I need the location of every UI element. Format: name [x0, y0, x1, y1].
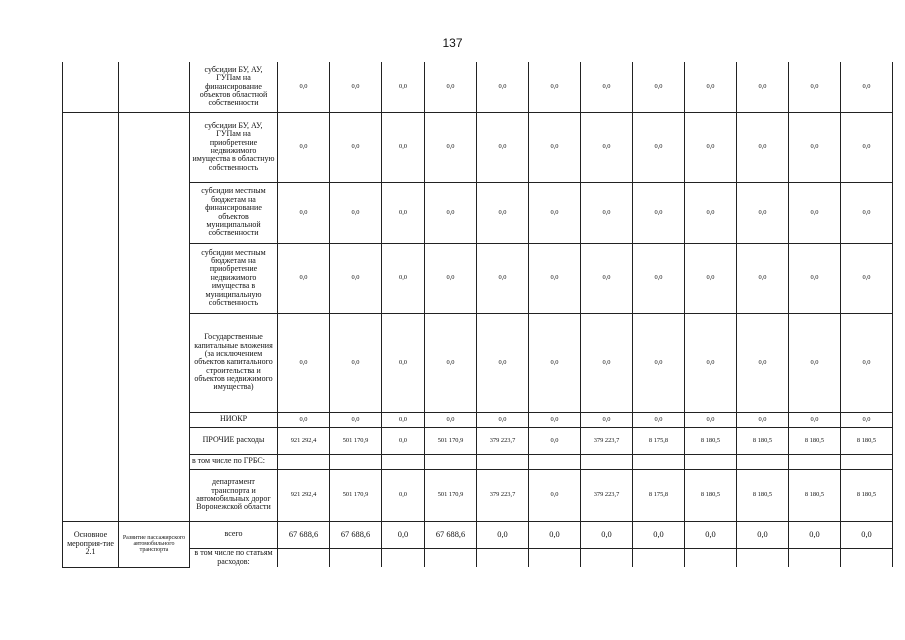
empty-cell	[63, 469, 119, 521]
value-cell	[789, 454, 841, 469]
value-cell: 379 223,7	[477, 427, 529, 454]
table-row	[63, 243, 893, 313]
value-cell	[330, 454, 382, 469]
value-cell: 0,0	[425, 182, 477, 243]
value-cell: 0,0	[789, 243, 841, 313]
value-cell: 921 292,4	[278, 469, 330, 521]
value-cell	[425, 454, 477, 469]
activity-total-value: 0,0	[685, 521, 737, 548]
value-cell: 0,0	[529, 412, 581, 427]
value-cell: 0,0	[529, 182, 581, 243]
value-cell	[477, 454, 529, 469]
activity-total-value: 0,0	[529, 521, 581, 548]
value-cell: 0,0	[737, 243, 789, 313]
empty-cell	[841, 548, 893, 567]
page-number: 137	[442, 36, 463, 50]
value-cell	[529, 454, 581, 469]
value-cell: 8 180,5	[737, 427, 789, 454]
table-row	[63, 62, 893, 112]
value-cell	[633, 454, 685, 469]
value-cell: 501 170,9	[425, 469, 477, 521]
value-cell: 0,0	[477, 182, 529, 243]
value-cell: 8 175,8	[633, 427, 685, 454]
value-cell: 501 170,9	[330, 427, 382, 454]
value-cell: 0,0	[633, 412, 685, 427]
empty-cell	[63, 243, 119, 313]
value-cell: 0,0	[841, 182, 893, 243]
empty-cell	[633, 548, 685, 567]
value-cell: 379 223,7	[581, 427, 633, 454]
value-cell: 0,0	[789, 112, 841, 182]
value-cell: 0,0	[529, 62, 581, 112]
value-cell: 0,0	[633, 112, 685, 182]
value-cell: 0,0	[581, 313, 633, 412]
empty-cell	[119, 313, 190, 412]
value-cell: 8 180,5	[789, 469, 841, 521]
value-cell: 0,0	[841, 243, 893, 313]
value-cell: 0,0	[685, 182, 737, 243]
value-cell: 501 170,9	[330, 469, 382, 521]
empty-cell	[529, 548, 581, 567]
activity-total-value: 67 688,6	[425, 521, 477, 548]
value-cell: 921 292,4	[278, 427, 330, 454]
table-row	[63, 313, 893, 412]
activity-total-value: 67 688,6	[330, 521, 382, 548]
value-cell: 0,0	[382, 412, 425, 427]
value-cell: 8 175,8	[633, 469, 685, 521]
empty-cell	[63, 454, 119, 469]
value-cell: 0,0	[382, 469, 425, 521]
value-cell: 8 180,5	[685, 469, 737, 521]
value-cell: 0,0	[425, 412, 477, 427]
empty-cell	[737, 548, 789, 567]
table-row	[63, 412, 893, 427]
row-label: субсидии местным бюджетам на финансирование объектов муниципальной собственности	[190, 182, 278, 243]
value-cell: 0,0	[581, 62, 633, 112]
value-cell: 0,0	[382, 182, 425, 243]
value-cell: 0,0	[382, 313, 425, 412]
empty-cell	[581, 548, 633, 567]
value-cell: 379 223,7	[477, 469, 529, 521]
value-cell: 0,0	[382, 427, 425, 454]
value-cell: 0,0	[685, 243, 737, 313]
activity-total-value: 0,0	[581, 521, 633, 548]
row-label: в том числе по ГРБС:	[190, 454, 278, 469]
value-cell: 0,0	[737, 182, 789, 243]
value-cell: 379 223,7	[581, 469, 633, 521]
value-cell	[278, 454, 330, 469]
activity-total-value: 0,0	[382, 521, 425, 548]
value-cell: 0,0	[633, 62, 685, 112]
activity-total-value: 0,0	[737, 521, 789, 548]
value-cell: 0,0	[789, 182, 841, 243]
value-cell: 0,0	[278, 412, 330, 427]
value-cell: 0,0	[278, 313, 330, 412]
value-cell: 0,0	[278, 62, 330, 112]
table-row	[63, 182, 893, 243]
value-cell: 0,0	[685, 313, 737, 412]
empty-cell	[278, 548, 330, 567]
empty-cell	[63, 62, 119, 112]
empty-cell	[119, 182, 190, 243]
empty-cell	[119, 62, 190, 112]
value-cell: 0,0	[737, 112, 789, 182]
value-cell	[581, 454, 633, 469]
empty-cell	[425, 548, 477, 567]
value-cell: 0,0	[330, 243, 382, 313]
activity-total-value: 0,0	[477, 521, 529, 548]
table-row	[63, 112, 893, 182]
value-cell: 0,0	[330, 62, 382, 112]
value-cell: 0,0	[330, 182, 382, 243]
value-cell	[685, 454, 737, 469]
activity-total-value: 0,0	[633, 521, 685, 548]
empty-cell	[63, 313, 119, 412]
value-cell: 0,0	[633, 182, 685, 243]
value-cell: 0,0	[278, 182, 330, 243]
value-cell: 0,0	[685, 112, 737, 182]
empty-cell	[119, 427, 190, 454]
empty-cell	[119, 412, 190, 427]
value-cell: 0,0	[789, 313, 841, 412]
empty-cell	[63, 112, 119, 182]
empty-cell	[119, 243, 190, 313]
row-label: субсидии местным бюджетам на приобретение недвижимого имущества в муниципальную собственность	[190, 243, 278, 313]
value-cell: 0,0	[581, 412, 633, 427]
value-cell: 0,0	[581, 243, 633, 313]
value-cell: 8 180,5	[841, 469, 893, 521]
value-cell: 0,0	[330, 112, 382, 182]
value-cell: 0,0	[841, 112, 893, 182]
value-cell: 0,0	[382, 112, 425, 182]
value-cell: 0,0	[633, 313, 685, 412]
activity-total-label: всего	[190, 521, 278, 548]
row-label: департамент транспорта и автомобильных дорог Воронежской области	[190, 469, 278, 521]
empty-cell	[685, 548, 737, 567]
value-cell: 8 180,5	[789, 427, 841, 454]
value-cell: 0,0	[737, 62, 789, 112]
row-label: ПРОЧИЕ расходы	[190, 427, 278, 454]
value-cell: 0,0	[278, 243, 330, 313]
value-cell: 8 180,5	[737, 469, 789, 521]
empty-cell	[119, 469, 190, 521]
value-cell	[841, 454, 893, 469]
value-cell: 0,0	[477, 112, 529, 182]
value-cell	[737, 454, 789, 469]
empty-cell	[63, 427, 119, 454]
table-row	[63, 454, 893, 469]
value-cell: 0,0	[529, 313, 581, 412]
value-cell: 0,0	[477, 313, 529, 412]
value-cell: 0,0	[330, 313, 382, 412]
value-cell: 0,0	[477, 412, 529, 427]
value-cell: 0,0	[581, 182, 633, 243]
budget-table	[62, 62, 893, 568]
activity-sub-label: в том числе по статьям расходов:	[190, 548, 278, 567]
value-cell: 0,0	[330, 412, 382, 427]
activity-name: Развитие пассажирского автомобильного транспорта	[119, 521, 190, 567]
value-cell: 0,0	[425, 62, 477, 112]
value-cell: 0,0	[529, 112, 581, 182]
empty-cell	[789, 548, 841, 567]
value-cell: 0,0	[841, 62, 893, 112]
empty-cell	[63, 182, 119, 243]
value-cell: 0,0	[737, 313, 789, 412]
empty-cell	[330, 548, 382, 567]
value-cell: 0,0	[581, 112, 633, 182]
activity-total-row	[63, 521, 893, 548]
value-cell: 0,0	[737, 412, 789, 427]
value-cell: 0,0	[685, 412, 737, 427]
value-cell: 0,0	[425, 313, 477, 412]
empty-cell	[63, 412, 119, 427]
table-row	[63, 469, 893, 521]
row-label: субсидии БУ, АУ, ГУПам на приобретение недвижимого имущества в областную собственность	[190, 112, 278, 182]
value-cell: 0,0	[529, 469, 581, 521]
value-cell: 8 180,5	[841, 427, 893, 454]
value-cell: 0,0	[529, 243, 581, 313]
table-body	[63, 62, 893, 567]
value-cell: 0,0	[382, 243, 425, 313]
activity-total-value: 67 688,6	[278, 521, 330, 548]
value-cell: 0,0	[425, 243, 477, 313]
row-label: НИОКР	[190, 412, 278, 427]
value-cell: 0,0	[382, 62, 425, 112]
activity-total-value: 0,0	[841, 521, 893, 548]
activity-total-value: 0,0	[789, 521, 841, 548]
value-cell: 0,0	[477, 62, 529, 112]
empty-cell	[382, 548, 425, 567]
value-cell: 0,0	[278, 112, 330, 182]
value-cell: 0,0	[477, 243, 529, 313]
value-cell: 501 170,9	[425, 427, 477, 454]
empty-cell	[477, 548, 529, 567]
value-cell: 0,0	[425, 112, 477, 182]
row-label: Государственные капитальные вложения (за исключением объектов капитального строительства и объектов недвижимого имущества)	[190, 313, 278, 412]
value-cell: 0,0	[789, 62, 841, 112]
value-cell: 0,0	[789, 412, 841, 427]
empty-cell	[119, 454, 190, 469]
value-cell	[382, 454, 425, 469]
value-cell: 0,0	[529, 427, 581, 454]
table-row	[63, 427, 893, 454]
activity-code: Основное мероприя-тие 2.1	[63, 521, 119, 567]
value-cell: 0,0	[685, 62, 737, 112]
value-cell: 8 180,5	[685, 427, 737, 454]
value-cell: 0,0	[841, 313, 893, 412]
value-cell: 0,0	[633, 243, 685, 313]
value-cell: 0,0	[841, 412, 893, 427]
empty-cell	[119, 112, 190, 182]
row-label: субсидии БУ, АУ, ГУПам на финансирование объектов областной собственности	[190, 62, 278, 112]
